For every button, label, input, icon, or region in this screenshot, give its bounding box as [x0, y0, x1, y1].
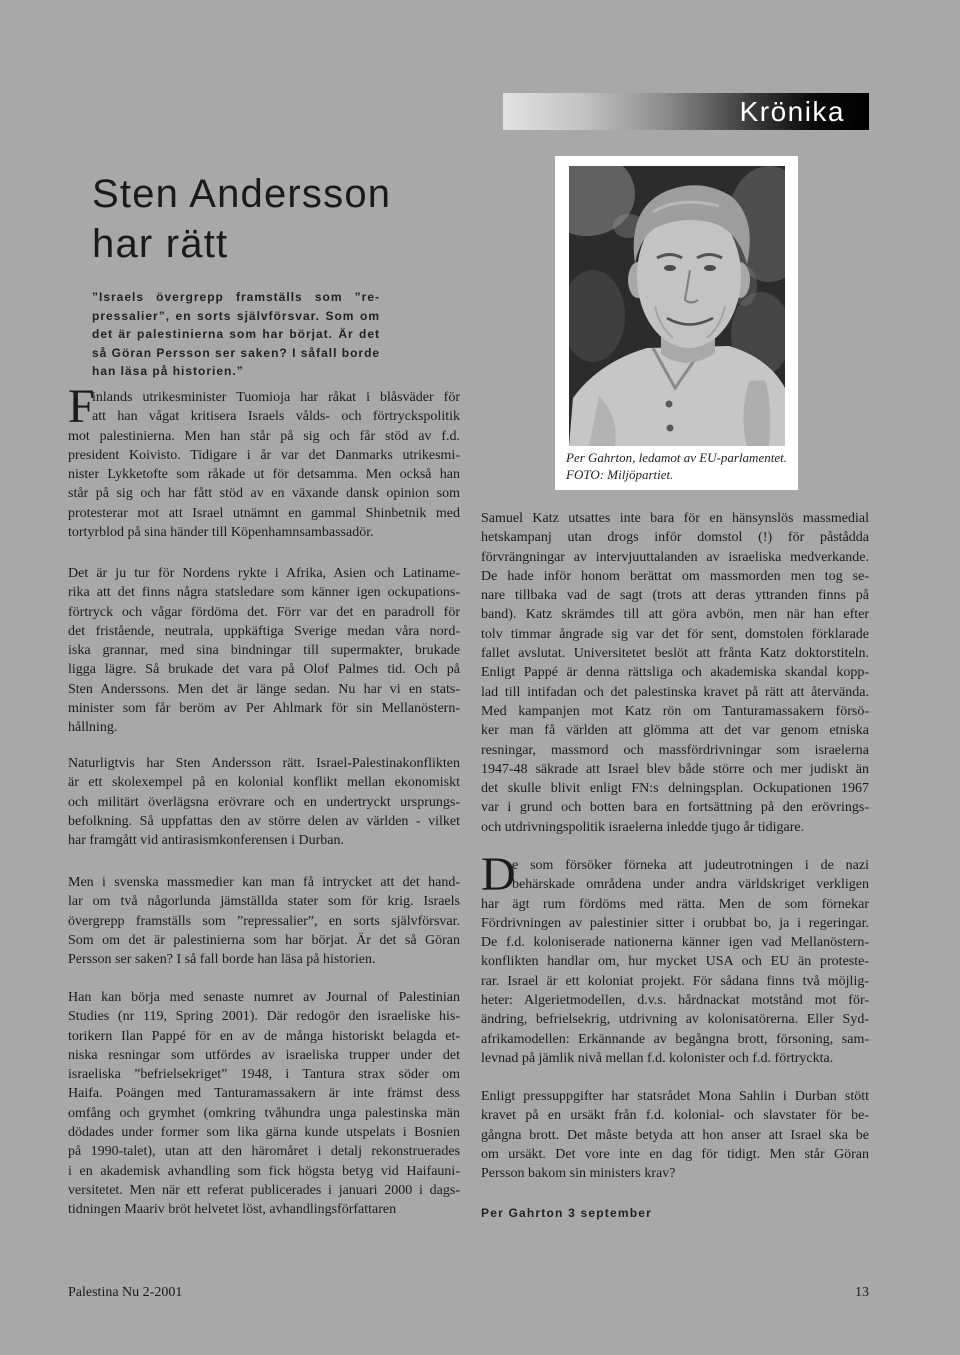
body-text-line: president Koivisto. Tidigare i år var det Danmarks utrikesmi- — [68, 447, 460, 463]
body-text-line: Persson bakom sin ministers krav? — [481, 1166, 676, 1182]
caption-line: Per Gahrton, ledamot av EU-parlamentet. — [566, 450, 787, 465]
body-text-line: afrikamodellen: Erkännande av begångna brott, försoning, sam- — [481, 1031, 869, 1047]
paragraph — [481, 509, 869, 837]
body-text-line: förvrängningar av intervjuuttalanden av israeliska medverkande. — [481, 549, 869, 565]
body-text-line: övergrepp framställs som ”repressalier”, en sorts självförsvar. — [68, 913, 460, 929]
body-text-line: De f.d. koloniserade nationerna känner igen vad Mellanöstern- — [481, 935, 869, 951]
body-text-line: gångna brott. Det måste betyda att hon anser att Israel ska be — [481, 1127, 869, 1143]
body-text-line: ker man få världen att glömma att det var genom etniska — [481, 723, 869, 739]
photo-caption — [566, 449, 794, 483]
lead-line: pressalier”, en sorts självförsvar. Som om — [92, 308, 380, 323]
body-text-line: rika att det finns några statsledare som känner igen ockupations- — [68, 585, 460, 601]
body-text-line: kravet på en ursäkt från f.d. kolonial- och slavstater för be- — [481, 1108, 869, 1124]
body-text-line: resningar, massmord och massfördrivningar som israelerna — [481, 742, 869, 758]
body-text-line: och utdrivningspolitik israelerna inledde tjugo år tidigare. — [481, 819, 805, 835]
body-text-line: niska resningar som utfördes av israeliska trupper under det — [68, 1047, 460, 1063]
body-text-line: det fristående, neutrala, uppkäftiga Sverige medan våra nord- — [68, 623, 460, 639]
lead-line: han läsa på historien.” — [92, 364, 244, 378]
body-text-line: ändring, befrielsekrig, utdrivning av kolonisatörerna. Eller Syd- — [481, 1012, 869, 1028]
body-text-line: 1947-48 säkrade att Israel blev både större och mer judiskt än — [481, 761, 869, 777]
body-text-line: Han kan börja med senaste numret av Journal of Palestinian — [68, 990, 460, 1005]
body-text-line: behärskade områdena under andra världskriget verkligen — [512, 877, 869, 893]
body-text-line: har framgått vid antirasismkonferensen i Durban. — [68, 833, 345, 849]
title-line: har rätt — [92, 222, 229, 266]
body-text-line: är ett skolexempel på en kolonial konflikt mellan ekonomiskt — [68, 775, 460, 791]
body-text-line: Haifa. Poängen med Tanturamassakern är inte främst dess — [68, 1086, 460, 1102]
body-text-line: nister Lykketofte som råkade ut för detsamma. Men också han — [68, 467, 460, 483]
body-text-line: Med kampanjen mot Katz rön om Tanturamassakern försö- — [481, 703, 869, 719]
body-text-line: fallet avslutat. Universitetet beslöt att frånta Katz doktorstiteln. — [481, 646, 869, 662]
body-text-line: protesterar mot att Israel utnämnt en gammal Shinbetnik med — [68, 505, 460, 521]
paragraph — [68, 988, 460, 1220]
body-text-line: tortyrblod på sina händer till Köpenhamnsambassadör. — [68, 525, 374, 541]
body-text-line: torikern Ilan Pappé för en av de många historiskt belagda et- — [68, 1028, 460, 1044]
body-text-line: lad till intifadan och det palestinska kravet på rätt att återvända. — [481, 684, 869, 700]
body-text-line: ligga lägre. Så brukade det vara på Olof Palmes tid. Och på — [68, 662, 460, 678]
body-text-line: konflikten handlar om, hur mycket USA och EU än proteste- — [481, 954, 869, 970]
body-text-line: befolkning. Så uppfattas den av större delen av världen - vilket — [68, 813, 460, 829]
body-text-line: Samuel Katz utsattes inte bara för en hänsynslös massmedial — [481, 511, 869, 526]
body-text-line: omfång och grymhet (omkring tvåhundra unga palestinska män — [68, 1105, 460, 1121]
body-text-line: band). Katz skrämdes till att göra avbön, men när han efter — [481, 607, 869, 623]
body-text-line: hetskampanj utan drogs inför domstol (!) för påstådda — [481, 530, 869, 546]
paragraph — [68, 873, 460, 969]
body-text-line: iska grannar, med sina bindningar till supermakter, brukade — [68, 643, 460, 659]
lead-line: så Göran Persson ser saken? I såfall borde — [92, 345, 381, 360]
body-text-line: Fördrivningen av palestinier sitter i orubbat bo, ja i regeringar. — [481, 915, 869, 931]
section-label: Krönika — [739, 96, 845, 127]
body-text-line: e som försöker förneka att judeutrotningen i de nazi — [512, 858, 869, 873]
body-text-line: nare tillbaka vad de sagt (trots att deras yttranden finns på — [481, 588, 869, 604]
body-text-line: minister som får beröm av Per Ahlmark för sin Mellanöstern- — [68, 701, 460, 717]
lead-line: det är palestinierna som har börjat. Är det — [92, 327, 380, 341]
body-text-line: Enligt pressuppgifter har statsrådet Mona Sahlin i Durban stött — [481, 1089, 869, 1104]
body-text-line: mot palestinierna. Men han står på sig och får stöd av f.d. — [68, 428, 460, 444]
body-text-line: tolv timmar ångrade sig var det för sent, domstolen förklarade — [481, 626, 869, 642]
body-text-line: Det är ju tur för Nordens rykte i Afrika, Asien och Latiname- — [68, 566, 460, 581]
body-text-line: det skulle blivit enligt FN:s delningsplan. Ockupationen 1967 — [481, 781, 869, 797]
body-text-line: Studies (nr 119, Spring 2001). Där redogör den israeliske his- — [68, 1009, 460, 1025]
body-text-line: levnad på jämlik nivå mellan f.d. kolonister och f.d. förtryckta. — [481, 1050, 834, 1066]
body-text-line: inlands utrikesminister Tuomioja har råkat i blåsväder för — [92, 390, 460, 405]
photo-frame — [555, 156, 798, 490]
body-text-line: står på sig och har fått stöd av en växande dansk opinion som — [68, 486, 460, 502]
paragraph — [481, 848, 869, 1068]
title-line: Sten Andersson — [92, 172, 392, 216]
body-text-line: Som om det är palestinierna som har börjat. Är det så Göran — [68, 932, 460, 948]
body-text-line: förtryck och vågar fördöma det. Förr var det en paradroll för — [68, 604, 460, 620]
body-text-line: De hade inför honom berättat om massmorden men tog se- — [481, 568, 869, 584]
body-text-line: israeliska ”befrielsekriget” 1948, i Tantura strax söder om — [68, 1067, 460, 1083]
body-text-line: Sten Anderssons. Men det är länge sedan. Nu har vi en stats- — [68, 681, 460, 697]
body-text-line: hållning. — [68, 720, 118, 736]
drop-cap: F — [68, 380, 95, 433]
author-signature: Per Gahrton 3 september — [481, 1206, 652, 1220]
body-text-line: i en akademisk avhandling som fick högsta betyg vid Haifauni- — [68, 1163, 460, 1179]
author-portrait-image — [569, 166, 785, 446]
body-text-line: rar. Israel är ett koloniat projekt. För sådana finns två möjlig- — [481, 973, 869, 989]
paragraph — [68, 380, 460, 542]
drop-cap: D — [481, 848, 516, 901]
body-text-line: Enligt Pappé är denna rättsliga och akademiska skandal kopp- — [481, 665, 869, 681]
lead-line: ”Israels övergrepp framställs som ”re- — [92, 290, 380, 304]
publication-name: Palestina Nu 2-2001 — [68, 1285, 183, 1300]
body-text-line: på 1990-talet), utan att den häromåret i detalj rekonstruerades — [68, 1144, 460, 1160]
caption-line: FOTO: Miljöpartiet. — [566, 467, 674, 482]
body-text-line: Persson ser saken? I så fall borde han läsa på historien. — [68, 952, 376, 968]
body-text-line: att han vågat kritisera Israels vålds- och förtryckspolitik — [92, 409, 460, 425]
body-text-line: lar om två någorlunda jämställda stater som för krig. Israels — [68, 894, 460, 910]
left-text-column — [68, 0, 460, 1355]
body-text-line: Men i svenska massmedier kan man få intrycket att det hand- — [68, 875, 460, 890]
body-text-line: Naturligtvis har Sten Andersson rätt. Israel-Palestinakonflikten — [68, 756, 460, 771]
body-text-line: dödades under former som lika gärna kunde utspelats i Bosnien — [68, 1125, 460, 1141]
paragraph — [68, 754, 460, 850]
body-text-line: tidningen Maariv bröt helvetet löst, avhandlingsförfattaren — [68, 1202, 397, 1218]
author-photo — [569, 166, 785, 446]
body-text-line: var i grund och botten bara en fortsättning på den erövrings- — [481, 800, 869, 816]
paragraph — [481, 1087, 869, 1183]
body-text-line: och militärt överlägsna erövrare och en undertryckt ursprungs- — [68, 794, 460, 810]
page-number: 13 — [855, 1285, 869, 1300]
body-text-line: versitetet. Men när ett referat publicerades i januari 2000 i dags- — [68, 1182, 460, 1198]
body-text-line: heter: Algerietmodellen, d.v.s. hårdnackat motstånd mot för- — [481, 993, 869, 1009]
body-text-line: har ägt rum fördöms med rätta. Men de som förnekar — [481, 896, 869, 912]
body-text-line: om ursäkt. Det vore inte en dag för tidigt. Men står Göran — [481, 1146, 869, 1162]
paragraph — [68, 564, 460, 738]
